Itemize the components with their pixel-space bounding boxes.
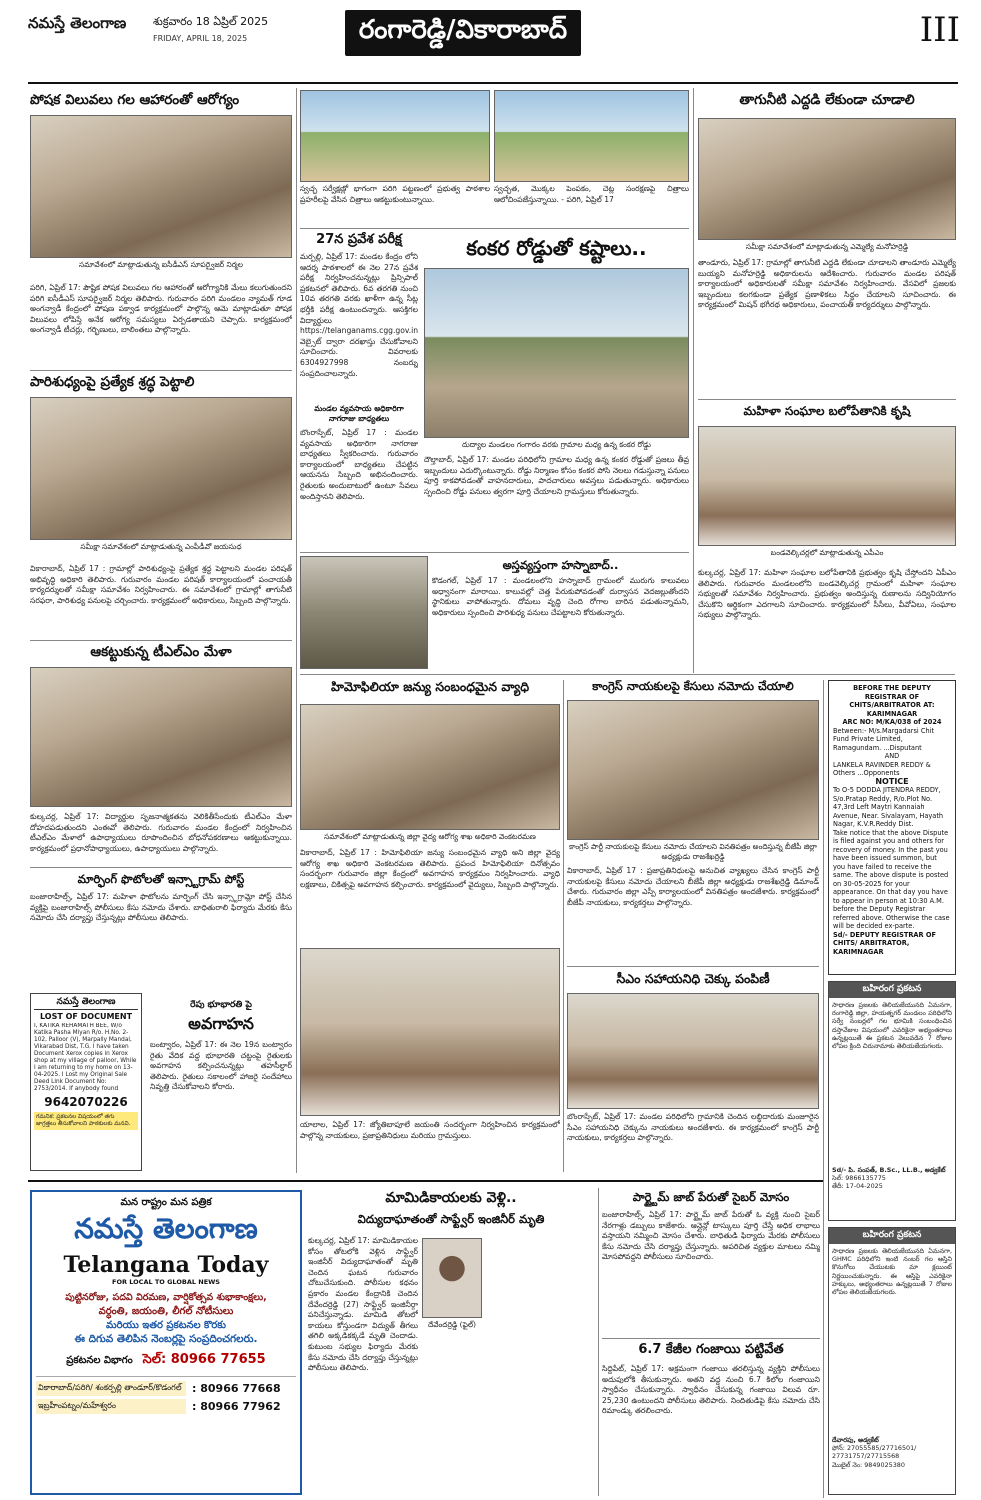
nutrition-body: పరిగి, ఏప్రిల్ 17: పౌష్టిక పోషక విలువలు గల ఆహారంతో ఆరోగ్యానికి మేలు కలుగుతుందని పరిగి ఐసీడీఎస్ సూపర్వైజర్ నిర్మల తెలిపారు. గురువారం పరిగి మండలం న్యామత్ గూడ అంగన్వాడీ కేంద్రంలో పోషణ పక్వాడ కార్యక్రమంలో పాల్గొన్న ఆమె మాట్లాడుతూ పోషక విలువలు లోపిస్తే అనేక ఆరోగ్య సమస్యలు ఏర్పడతాయని చెప్పారు. కార్యక్రమంలో అంగన్వాడీ టీచర్లు, గర్భిణులు, బాలింతలు పాల్గొన్నారు. bbox=[30, 283, 292, 335]
gravel-road-headline: కంకర రోడ్డుతో కష్టాలు.. bbox=[466, 236, 647, 260]
jyothiba-caption: యాలాల, ఏప్రిల్ 17: జ్యోతిబాపూలే జయంతి సందర్భంగా నిర్వహించిన కార్యక్రమంలో పాల్గొన్న నాయకులు, ప్రజాప్రతినిధులు మరియు గ్రామస్తులు. bbox=[300, 1120, 560, 1140]
date-english: FRIDAY, APRIL 18, 2025 bbox=[153, 34, 248, 43]
lost-doc-note: గమనిక: ప్రకటనల విషయంలో తగు జాగ్రత్తలు తీసుకోవాలని పాఠకులకు మనవి. bbox=[34, 1112, 138, 1130]
court-notice bbox=[828, 680, 956, 975]
edition-title: రంగారెడ్డి/వికారాబాద్ bbox=[345, 10, 581, 56]
agri-officer-headline: మండల వ్యవసాయ అధికారిగా నాగరాజు బాధ్యతలు bbox=[314, 404, 404, 423]
mango-body: కుల్కచర్ల, ఏప్రిల్ 17: మామిడికాయల కోసం తోటలోకి వెళ్లిన సాఫ్ట్వేర్ ఇంజినీర్ విద్యుదాఘాతంతో మృతి చెందిన ఘటన గురువారం చోటుచేసుకుంది. పోలీసుల కథనం ప్రకారం మండల కేంద్రానికి చెందిన దేవేందర్రెడ్డి (27) సాఫ్ట్వేర్ ఇంజినీర్గా పనిచేస్తున్నాడు. మామిడి తోటలో కాయలు కోస్తుండగా విద్యుత్ తీగలు తగిలి అక్కడికక్కడే మృతి చెందాడు. కుటుంబ సభ్యుల ఫిర్యాదు మేరకు కేసు నమోదు చేసి దర్యాప్తు చేస్తున్నట్లు పోలీసులు తెలిపారు. bbox=[308, 1236, 418, 1373]
mango-portrait bbox=[422, 1238, 482, 1318]
court-notice-title: NOTICE bbox=[875, 776, 909, 786]
masthead-rule bbox=[28, 82, 958, 84]
section-rule bbox=[567, 966, 819, 967]
drinking-water-body: తాండూరు, ఏప్రిల్ 17: గ్రామాల్లో తాగునీటి ఎద్దడి లేకుండా చూడాలని తాండూరు ఎమ్మెల్యే బుయ్యని మనోహర్రెడ్డి అధికారులను ఆదేశించారు. గురువారం మండల పరిషత్ కార్యాలయంలో అధికారులతో సమీక్షా సమావేశం నిర్వహించారు. వేసవిలో ప్రజలకు ఇబ్బందులు కలగకుండా ప్రత్యేక ప్రణాళికలు సిద్ధం చేయాలని సూచించారు. ఈ కార్యక్రమంలో మిషన్ భగీరథ అధికారులు, పంచాయతీ కార్యదర్శులు పాల్గొన్నారు. bbox=[698, 258, 956, 310]
section-rule bbox=[30, 370, 292, 371]
drain-body: కొడంగల్, ఏప్రిల్ 17 : మండలంలోని హస్నాబాద్ గ్రామంలో మురుగు కాలువలు అధ్వానంగా మారాయి. కాలువల్లో చెత్త పేరుకుపోవడంతో దుర్వాసన వెదజల్లుతోందని స్థానికులు వాపోతున్నారు. దోమలు వృద్ధి చెంది రోగాల బారిన పడుతున్నామని, అధికారులు స్పందించి పారిశుధ్య పనులు చేపట్టాలని కోరుతున్నారు. bbox=[432, 576, 689, 617]
haemophilia-caption: సమావేశంలో మాట్లాడుతున్న జిల్లా వైద్య ఆరోగ్య శాఖ అధికారి వెంకటరమణ bbox=[324, 832, 536, 841]
public-notice-1-phone: సెల్: 9866135775 bbox=[832, 1174, 886, 1183]
cmrf-headline: సీఎం సహాయనిధి చెక్కు పంపిణీ bbox=[616, 971, 770, 986]
banner-brand: నమస్తే తెలంగాణ bbox=[74, 1212, 258, 1245]
public-notice-1-body: సాధారణ ప్రజలకు తెలియజేయునది ఏమనగా, రంగారెడ్డి జిల్లా, హయత్నగర్ మండలం పరిధిలోని సర్వే నంబర్లలో గల భూమికి సంబంధించిన దస్తావేజుల విషయంలో ఎవరికైనా అభ్యంతరాలు ఉన్నట్లయితే ఈ ప్రకటన వెలువడిన 7 రోజుల లోపల క్రింది చిరునామాకు తెలియజేయగలరు. bbox=[832, 1001, 952, 1051]
cyber-body: బంజారాహిల్స్, ఏప్రిల్ 17: పార్ట్టైమ్ జాబ్ పేరుతో ఓ వ్యక్తి నుంచి సైబర్ నేరగాళ్లు డబ్బులు కాజేశారు. ఆన్లైన్లో టాస్కులు పూర్తి చేస్తే అధిక లాభాలు వస్తాయని నమ్మించి మోసం చేశారు. బాధితుడి ఫిర్యాదు మేరకు పోలీసులు కేసు నమోదు చేసి దర్యాప్తు చేస్తున్నారు. అపరిచిత వ్యక్తుల మాటలు నమ్మి మోసపోవద్దని పోలీసులు సూచించారు. bbox=[602, 1210, 820, 1262]
haemophilia-body: వికారాబాద్, ఏప్రిల్ 17 : హిమోఫిలియా జన్యు సంబంధమైన వ్యాధి అని జిల్లా వైద్య ఆరోగ్య శాఖ అధికారి వెంకటరమణ తెలిపారు. ప్రపంచ హిమోఫిలియా దినోత్సవం సందర్భంగా గురువారం జిల్లా కేంద్రంలో అవగాహన కార్యక్రమం నిర్వహించారు. వ్యాధి లక్షణాలు, చికిత్సపై అవగాహన కల్పించారు. కార్యక్రమంలో వైద్యులు, సిబ్బంది పాల్గొన్నారు. bbox=[300, 848, 560, 889]
section-rule bbox=[30, 640, 292, 641]
ganja-headline: 6.7 కేజీల గంజాయి పట్టివేత bbox=[638, 1342, 784, 1357]
sanitation-headline: పారిశుధ్యంపై ప్రత్యేక శ్రద్ధ పెట్టాలి bbox=[30, 374, 195, 390]
mango-portrait-caption: దేవేందర్రెడ్డి (ఫైల్) bbox=[428, 1320, 476, 1329]
public-notice-1-sign: Sd/- పి. సంపత్, B.Sc., LL.B., అడ్వకేట్ bbox=[832, 1166, 946, 1174]
awareness-headline: అవగాహన bbox=[188, 1014, 254, 1033]
awareness-body: బంట్వారం, ఏప్రిల్ 17: ఈ నెల 19న బంట్వారం రైతు వేదిక వద్ద భూభారతి చట్టంపై రైతులకు అవగాహన కల్పించనున్నట్లు తహసీల్దార్ తెలిపారు. రైతులు సకాలంలో హాజరై సందేహాలు నివృత్తి చేసుకోవాలని కోరారు. bbox=[150, 1040, 292, 1092]
section-rule bbox=[698, 399, 956, 400]
gravel-road-body: దౌల్తాబాద్, ఏప్రిల్ 17: మండల పరిధిలోని గ్రామాల మధ్య ఉన్న కంకర రోడ్డుతో ప్రజలు తీవ్ర ఇబ్బందులు ఎదుర్కొంటున్నారు. రోడ్డు నిర్మాణం కోసం కంకర పోసి నెలలు గడుస్తున్నా పనులు పూర్తి కాకపోవడంతో వాహనదారులు, పాదచారులు అవస్తలు పడుతున్నారు. అధికారులు స్పందించి రోడ్డు పనులు త్వరగా పూర్తి చేయాలని గ్రామస్తులు కోరుతున్నారు. bbox=[424, 455, 689, 496]
congress-photo bbox=[567, 700, 819, 840]
section-rule bbox=[300, 674, 955, 675]
banner-phone-2: : 80966 77962 bbox=[192, 1400, 281, 1413]
jyothiba-photo bbox=[300, 948, 560, 1116]
public-notice-2-cell: మొబైల్ నెం: 9849025380 bbox=[832, 1460, 905, 1469]
lost-doc-title: LOST OF DOCUMENT bbox=[39, 1012, 133, 1021]
instagram-headline: మార్ఫింగ్ ఫొటోలతో ఇన్స్టాగ్రామ్ పోస్ట్ bbox=[77, 872, 245, 886]
public-notice-1-date: తేదీ: 17-04-2025 bbox=[832, 1182, 883, 1191]
drinking-water-caption: సమీక్షా సమావేశంలో మాట్లాడుతున్న ఎమ్మెల్యే మనోహర్రెడ్డి bbox=[745, 242, 909, 251]
section-rule bbox=[300, 228, 689, 229]
public-notice-2-sign: దేవారపు, అడ్వకేట్ bbox=[832, 1436, 879, 1444]
section-rule bbox=[300, 552, 689, 553]
drain-headline: అస్తవ్యస్తంగా హస్నాబాద్.. bbox=[502, 558, 619, 572]
section-rule bbox=[602, 1338, 820, 1339]
column-divider bbox=[693, 88, 694, 673]
banner-phone-1: : 80966 77668 bbox=[192, 1382, 281, 1395]
mango-headline: మామిడికాయలకు వెళ్లి.. bbox=[385, 1190, 517, 1206]
instagram-body: బంజారాహిల్స్, ఏప్రిల్ 17: మహిళా ఫొటోలను మార్ఫింగ్ చేసి ఇన్స్టాగ్రామ్లో పోస్ట్ చేసిన వ్యక్తిపై బంజారాహిల్స్ పోలీసులు కేసు నమోదు చేశారు. బాధితురాలి ఫిర్యాదు మేరకు కేసు నమోదు చేసి దర్యాప్తు చేస్తున్నట్లు పోలీసులు తెలిపారు. bbox=[30, 892, 292, 923]
bottom-rule bbox=[28, 1180, 823, 1182]
entrance-body: మర్పల్లి, ఏప్రిల్ 17: మండల కేంద్రం లోని ఆదర్శ పాఠశాలలో ఈ నెల 27న ప్రవేశ పరీక్ష నిర్వహించనున్నట్లు ప్రిన్సిపాల్ ప్రకటనలో తెలిపారు. 6వ తరగతి నుంచి 10వ తరగతి వరకు ఖాళీగా ఉన్న సీట్ల భర్తీకి పరీక్ష ఉంటుందన్నారు. ఆసక్తిగల విద్యార్థులు https://telanganams.cgg.gov.in వెబ్సైట్ ద్వారా దరఖాస్తు చేసుకోవాలని సూచించారు. వివరాలకు 6304927998 నంబర్ను సంప్రదించాలన్నారు. bbox=[300, 252, 418, 378]
column-divider bbox=[598, 1188, 599, 1496]
court-notice-sign: Sd/- DEPUTY REGISTRAR OF CHITS/ ARBITRATOR, KARIMNAGAR bbox=[833, 930, 936, 956]
nutrition-headline: పోషక విలువలు గల ఆహారంతో ఆరోగ్యం bbox=[30, 92, 240, 108]
banner-text-3: మరియు ఇతర ప్రకటనల కొరకు bbox=[106, 1320, 226, 1331]
banner-text-2: వర్ధంతి, జయంతి, లీగల్ నోటీసులు bbox=[98, 1306, 234, 1317]
court-notice-and: AND bbox=[884, 752, 900, 760]
page-number: III bbox=[919, 10, 960, 50]
sanitation-caption: సమీక్షా సమావేశంలో మాట్లాడుతున్న ఎంపీడీవో జయసుధ bbox=[80, 542, 242, 551]
tlm-photo bbox=[30, 667, 292, 807]
public-notice-1 bbox=[828, 981, 956, 1221]
public-notice-2-head: బహిరంగ ప్రకటన bbox=[829, 1228, 955, 1244]
date-telugu: శుక్రవారం 18 ఏప్రిల్ 2025 bbox=[153, 15, 269, 28]
congress-body: వికారాబాద్, ఏప్రిల్ 17 : ప్రజాప్రతినిధులపై అనుచిత వ్యాఖ్యలు చేసిన కాంగ్రెస్ పార్టీ నాయకులపై కేసులు నమోదు చేయాలని బీజేపీ జిల్లా అధ్యక్షుడు రాజశేఖర్రెడ్డి డిమాండ్ చేశారు. గురువారం జిల్లా ఎస్పీ కార్యాలయంలో వినతిపత్రం అందజేశారు. కార్యక్రమంలో బీజేపీ నాయకులు, కార్యకర్తలు పాల్గొన్నారు. bbox=[567, 866, 819, 907]
drinking-water-photo bbox=[698, 118, 956, 240]
banner-cell: సెల్: 80966 77655 bbox=[142, 1352, 266, 1367]
public-notice-1-head: బహిరంగ ప్రకటన bbox=[829, 982, 955, 998]
cyber-headline: పార్ట్టైమ్ జాబ్ పేరుతో సైబర్ మోసం bbox=[632, 1190, 790, 1204]
column-divider bbox=[563, 680, 564, 1172]
congress-headline: కాంగ్రెస్ నాయకులపై కేసులు నమోదు చేయాలి bbox=[592, 679, 794, 693]
tlm-body: కుల్కచర్ల, ఏప్రిల్ 17: విద్యార్థుల సృజనాత్మకతను వెలికితీసేందుకు టీఎల్ఎం మేళా దోహదపడుతుందని ఎంఈవో తెలిపారు. గురువారం మండల కేంద్రంలో నిర్వహించిన టీఎల్ఎం మేళాలో ఉపాధ్యాయులు రూపొందించిన బోధనోపకరణాలు ఆకట్టుకున్నాయి. కార్యక్రమంలో ప్రధానోపాధ్యాయులు, ఉపాధ్యాయులు పాల్గొన్నారు. bbox=[30, 812, 292, 853]
gravel-road-photo bbox=[424, 268, 689, 438]
banner-location-row-1 bbox=[36, 1376, 296, 1396]
tlm-headline: ఆకట్టుకున్న టీఎల్ఎం మేళా bbox=[90, 644, 232, 660]
drinking-water-headline: తాగునీటి ఎద్దడి లేకుండా చూడాలి bbox=[739, 92, 915, 108]
court-notice-case: ARC NO: M/KA/038 of 2024 bbox=[842, 718, 942, 726]
congress-caption: కాంగ్రెస్ పార్టీ నాయకులపై కేసులు నమోదు చేయాలని వినతిపత్రం అందిస్తున్న బీజేపీ జిల్లా అధ్యక్షుడు రాజశేఖర్రెడ్డి bbox=[569, 842, 817, 861]
ganja-body: సిద్దిపేట్, ఏప్రిల్ 17: అక్రమంగా గంజాయి తరలిస్తున్న వ్యక్తిని పోలీసులు అదుపులోకి తీసుకున్నారు. అతని వద్ద నుంచి 6.7 కిలోల గంజాయిని స్వాధీనం చేసుకున్నారు. స్వాధీనం చేసుకున్న గంజాయి విలువ రూ. 25,230 ఉంటుందని పోలీసులు తెలిపారు. నిందితుడిపై కేసు నమోదు చేసి రిమాండ్కు తరలించారు. bbox=[602, 1364, 820, 1416]
mural-caption-right: స్వచ్ఛత, మొక్కల పెంపకం, చెట్ల సంరక్షణపై చిత్రాలు ఆలోచింపజేస్తున్నాయి. - పరిగి, ఏప్రిల్ 17 bbox=[494, 184, 689, 204]
women-groups-caption: బండవెల్కిచర్లలో మాట్లాడుతున్న ఎపీఎం bbox=[770, 548, 884, 557]
banner-dept: ప్రకటనల విభాగం bbox=[66, 1355, 133, 1366]
agri-officer-body: బొంరాస్పేట్, ఏప్రిల్ 17 : మండల వ్యవసాయ అధికారిగా నాగరాజు బాధ్యతలు స్వీకరించారు. గురువారం కార్యాలయంలో బాధ్యతలు చేపట్టిన ఆయనను సిబ్బంది అభినందించారు. రైతులకు అందుబాటులో ఉంటూ సేవలు అందిస్తానని తెలిపారు. bbox=[300, 428, 418, 501]
banner-location-row-2 bbox=[36, 1399, 296, 1414]
court-notice-body: Take notice that the above Dispute is filed against you and others for recovery of money. In the past you have been issued summon, but you have failed to receive the same. The above dispute is posted on 30-05-2025 for your appearance. On that day you have to appear in person at 10:30 A.M. before the Deputy Registrar referred above. Otherwise the case will be decided ex-parte. bbox=[833, 828, 950, 930]
banner-top-text: మన రాష్ట్రం మన పత్రిక bbox=[120, 1197, 212, 1208]
section-rule bbox=[30, 867, 292, 868]
nutrition-photo bbox=[30, 115, 292, 258]
banner-contact-row bbox=[32, 1352, 300, 1370]
entrance-headline: 27న ప్రవేశ పరీక్ష bbox=[316, 232, 402, 247]
banner-location-1: వికారాబాద్/పరిగి/ శంకర్పల్లి తాండూర్/కొడంగల్ bbox=[36, 1381, 186, 1396]
haemophilia-photo bbox=[300, 704, 560, 830]
classified-brand: నమస్తే తెలంగాణ bbox=[34, 997, 138, 1010]
lost-doc-body: I, KATIKA REHAMATH BEE, W/o Katika Pasha Miyan R/o. H.No. 2-102, Palloor (V), Marpally Mandal, Vikarabad Dist, T.G. I have taken Document Xerox copies in Xerox shop at my village of palloor, While I am returning to my home on 13-04-2025. I Lost my Original Sale Deed Link Document No: 2753/2014. If anybody found bbox=[34, 1023, 137, 1092]
column-divider bbox=[296, 88, 297, 1173]
public-notice-2-phone: ఫోన్: 27055585/27716501/ 27731757/27715568 bbox=[832, 1444, 917, 1461]
lost-doc-phone: 9642070226 bbox=[44, 1095, 128, 1109]
court-notice-between: Between:- M/s.Margadarsi Chit Fund Private Limited, Ramagundam. ...Disputant bbox=[833, 726, 935, 752]
banner-brand-en: Telangana Today bbox=[63, 1252, 269, 1278]
women-groups-body: కుల్కచర్ల, ఏప్రిల్ 17: మహిళా సంఘాల బలోపేతానికి ప్రభుత్వం కృషి చేస్తోందని ఏపీఎం తెలిపారు. గురువారం మండలంలోని బండవెల్కిచర్ల గ్రామంలో మహిళా సంఘాల సభ్యులతో సమావేశం నిర్వహించారు. ప్రభుత్వం అందిస్తున్న రుణాలను సద్వినియోగం చేసుకొని ఆర్థికంగా ఎదగాలని సూచించారు. కార్యక్రమంలో సీసీలు, వీవోఏలు, సంఘాల సభ్యులు పాల్గొన్నారు. bbox=[698, 568, 956, 620]
banner-text-1: పుట్టినరోజు, పదవి విరమణ, వార్షికోత్సవ శుభాకాంక్షలు, bbox=[65, 1292, 267, 1303]
awareness-kicker: రేపు భూభారతి పై bbox=[190, 1000, 252, 1010]
brand-name: నమస్తే తెలంగాణ bbox=[28, 14, 127, 32]
court-notice-head: BEFORE THE DEPUTY REGISTRAR OF CHITS/ARBITRATOR AT: KARIMNAGAR bbox=[849, 684, 935, 718]
gravel-road-caption: దుద్యాల మండలం గంగారం వరకు గ్రామాల మధ్య ఉన్న కంకర రోడ్డు bbox=[462, 440, 651, 449]
sanitation-body: వికారాబాద్, ఏప్రిల్ 17 : గ్రామాల్లో పారిశుధ్యంపై ప్రత్యేక శ్రద్ధ పెట్టాలని మండల పరిషత్ అభివృద్ధి అధికారి తెలిపారు. గురువారం మండల పరిషత్ కార్యాలయంలో పంచాయతీ కార్యదర్శులతో సమీక్షా సమావేశం నిర్వహించారు. ఈ సమావేశంలో గ్రామాల్లో తాగునీటి సరఫరా, పారిశుధ్య పనులపై చర్చించారు. కార్యక్రమంలో అధికారులు, సిబ్బంది పాల్గొన్నారు. bbox=[30, 564, 292, 605]
haemophilia-headline: హిమోఫిలియా జన్యు సంబంధమైన వ్యాధి bbox=[330, 679, 530, 694]
court-notice-opponents: LANKELA RAVINDER REDDY & Others ...Opponents bbox=[833, 760, 931, 777]
public-notice-2 bbox=[828, 1227, 956, 1495]
public-notice-2-body: సాధారణ ప్రజలకు తెలియజేయునది ఏమనగా, GHMC పరిధిలోని ఇంటి నంబర్ గల ఆస్తిని కొనుగోలు చేయుటకు మా క్లయింట్ నిర్ణయించుకున్నారు. ఈ ఆస్తిపై ఎవరికైనా హక్కులు, అభ్యంతరాలు ఉన్నట్లయితే 7 రోజుల లోపల తెలియజేయగలరు. bbox=[832, 1247, 952, 1297]
court-notice-to: To O-5 DODDA JITENDRA REDDY, S/o.Pratap Reddy, R/o.Plot No. 47,3rd Left Maytri Kannaiah Avenue, Near. Sivalayam, Hayath Nagar, K.V.R.Reddy Dist. bbox=[833, 786, 944, 828]
banner-tagline: FOR LOCAL TO GLOBAL NEWS bbox=[112, 1278, 220, 1286]
banner-text-4: ఈ దిగువ తెలిపిన నెంబర్లపై సంప్రదించగలరు. bbox=[74, 1333, 258, 1345]
mural-photo-right bbox=[494, 90, 689, 182]
nutrition-caption: సమావేశంలో మాట్లాడుతున్న ఐసీడీఎస్ సూపర్వైజర్ నిర్మల bbox=[79, 260, 243, 269]
column-divider bbox=[823, 680, 824, 1498]
namaste-banner-ad bbox=[30, 1190, 302, 1495]
banner-location-2: ఇబ్రహీంపట్నం/మహేశ్వరం bbox=[36, 1399, 186, 1414]
classified-ad bbox=[30, 993, 142, 1171]
mango-body-continued bbox=[422, 1340, 594, 1494]
cmrf-body: బొంరాస్పేట్, ఏప్రిల్ 17: మండల పరిధిలోని గ్రామానికి చెందిన లబ్ధిదారుకు మంజూరైన సీఎం సహాయనిధి చెక్కును నాయకులు అందజేశారు. ఈ కార్యక్రమంలో కాంగ్రెస్ పార్టీ నాయకులు, కార్యకర్తలు పాల్గొన్నారు. bbox=[567, 1112, 819, 1143]
women-groups-headline: మహిళా సంఘాల బలోపేతానికి కృషి bbox=[743, 404, 911, 418]
mural-photo-left bbox=[300, 90, 490, 182]
mural-caption-left: స్వచ్ఛ సర్వేక్షణ్లో భాగంగా పరిగి పట్టణంలో ప్రభుత్వ పాఠశాల ప్రహరీలపై వేసిన చిత్రాలు ఆకట్టుకుంటున్నాయి. bbox=[300, 184, 490, 204]
mango-subheadline: విద్యుదాఘాతంతో సాఫ్ట్వేర్ ఇంజినీర్ మృతి bbox=[357, 1212, 545, 1226]
drain-photo bbox=[300, 556, 428, 669]
cmrf-photo bbox=[567, 993, 819, 1109]
women-groups-photo bbox=[698, 426, 956, 546]
sanitation-photo bbox=[30, 397, 292, 540]
